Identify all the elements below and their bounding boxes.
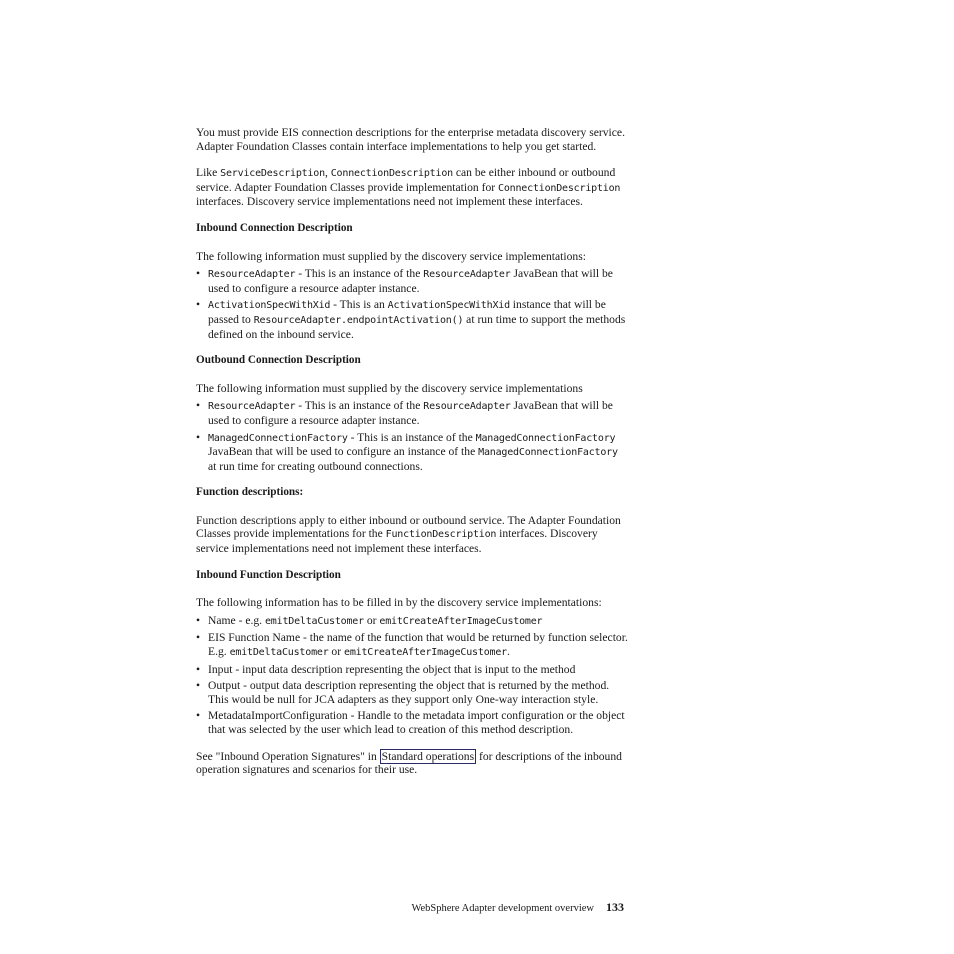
list-item: • MetadataImportConfiguration - Handle to the metadata import configuration or the object that was selected by the user which lead to creation of this method description. bbox=[196, 709, 628, 736]
heading-inbound-function: Inbound Function Description bbox=[196, 568, 341, 581]
heading-inbound-connection: Inbound Connection Description bbox=[196, 221, 353, 234]
outbound-conn-list bbox=[196, 399, 628, 473]
inbound-func-list bbox=[196, 614, 628, 737]
inbound-conn-list bbox=[196, 267, 628, 341]
see-also-paragraph: See "Inbound Operation Signatures" in Standard operations for descriptions of the inbound operation signatures and scenarios for their use. bbox=[196, 749, 622, 777]
interfaces-paragraph: Like ServiceDescription, ConnectionDescription can be either inbound or outbound service. Adapter Foundation Classes provide implementation for ConnectionDescription interfaces. Discovery service implementations need not implement these interfaces. bbox=[196, 166, 621, 209]
list-item: • ActivationSpecWithXid - This is an ActivationSpecWithXid instance that will be passed to ResourceAdapter.endpointActivation() at run time to support the methods defined on the inbound service. bbox=[196, 298, 628, 341]
list-item: • Output - output data description representing the object that is returned by the method. This would be null for JCA adapters as they support only One-way interaction style. bbox=[196, 679, 628, 706]
standard-operations-link[interactable]: Standard operations bbox=[381, 749, 475, 763]
inbound-conn-intro: The following information must supplied by the discovery service implementations: bbox=[196, 249, 586, 263]
page-body bbox=[196, 126, 628, 777]
heading-outbound-connection: Outbound Connection Description bbox=[196, 354, 361, 367]
list-item: • ResourceAdapter - This is an instance of the ResourceAdapter JavaBean that will be used to configure a resource adapter instance. bbox=[196, 399, 628, 427]
footer-title: WebSphere Adapter development overview bbox=[411, 903, 594, 914]
heading-function-descriptions: Function descriptions: bbox=[196, 486, 304, 499]
page-footer bbox=[196, 900, 624, 915]
list-item: • ResourceAdapter - This is an instance of the ResourceAdapter JavaBean that will be used to configure a resource adapter instance. bbox=[196, 267, 628, 295]
list-item: • Input - input data description representing the object that is input to the method bbox=[196, 663, 628, 677]
outbound-conn-intro: The following information must supplied by the discovery service implementations bbox=[196, 381, 583, 395]
intro-paragraph: You must provide EIS connection descriptions for the enterprise metadata discovery service. Adapter Foundation Classes contain interface implementations to help you get started. bbox=[196, 126, 625, 153]
function-desc-paragraph: Function descriptions apply to either inbound or outbound service. The Adapter Foundation Classes provide implementations for the FunctionDescription interfaces. Discovery service implementations need not implement these interfaces. bbox=[196, 513, 621, 556]
inbound-func-intro: The following information has to be filled in by the discovery service implementations: bbox=[196, 596, 602, 610]
list-item: • Name - e.g. emitDeltaCustomer or emitCreateAfterImageCustomer bbox=[196, 614, 628, 629]
list-item: • ManagedConnectionFactory - This is an instance of the ManagedConnectionFactory JavaBean that will be used to configure an instance of the ManagedConnectionFactory at run time for creating outbound connections. bbox=[196, 431, 628, 474]
list-item: • EIS Function Name - the name of the function that would be returned by function selector. E.g. emitDeltaCustomer or emitCreateAfterImageCustomer. bbox=[196, 631, 628, 659]
page-number: 133 bbox=[606, 900, 624, 914]
